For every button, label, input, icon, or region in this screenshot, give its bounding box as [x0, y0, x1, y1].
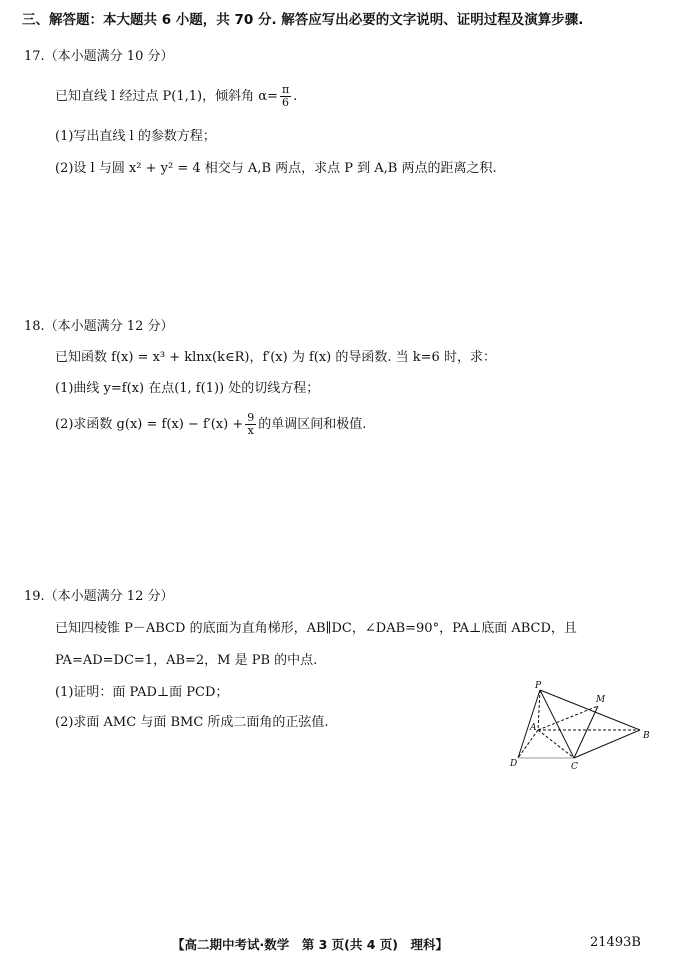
label-D: D [510, 759, 518, 769]
q17-stem-text: 已知直线 l 经过点 P(1,1)，倾斜角 α= [55, 89, 278, 104]
label-P: P [535, 681, 542, 691]
q18-part2 [55, 412, 366, 437]
q18-part2-end: 的单调区间和极值. [258, 417, 367, 432]
q19-part1: (1)证明：面 PAD⊥面 PCD； [55, 685, 229, 700]
q17-stem-end: . [293, 89, 298, 104]
q19-stem-line1: 已知四棱锥 P－ABCD 的底面为直角梯形，AB∥DC，∠DAB=90°，PA⊥底面 ABCD，且 [55, 621, 577, 636]
q17-frac-num: π [281, 83, 290, 96]
edge-PC [540, 690, 574, 758]
q18-frac-den: x [247, 424, 254, 437]
q18-stem: 已知函数 f(x) = x³ + klnx(k∈R)，f′(x) 为 f(x) 的导函数. 当 k=6 时，求： [55, 350, 496, 365]
q18-fraction [245, 412, 256, 437]
q17-part2: (2)设 l 与圆 x² + y² = 4 相交与 A,B 两点，求点 P 到 A,B 两点的距离之积. [55, 161, 497, 176]
section-title: 三、解答题：本大题共 6 小题，共 70 分. 解答应写出必要的文字说明、证明过程及演算步骤. [22, 12, 584, 28]
q18-header: 18.（本小题满分 12 分） [24, 319, 174, 334]
q17-part1: (1)写出直线 l 的参数方程； [55, 129, 216, 144]
edge-PD [518, 690, 540, 758]
q18-frac-num: 9 [247, 411, 255, 424]
label-C: C [571, 762, 578, 772]
q19-header: 19.（本小题满分 12 分） [24, 589, 174, 604]
q17-frac-den: 6 [282, 96, 290, 109]
q19-part2: (2)求面 AMC 与面 BMC 所成二面角的正弦值. [55, 715, 329, 730]
edge-AC [538, 730, 574, 758]
footer-code: 21493B [590, 935, 641, 950]
pyramid-figure [500, 678, 660, 773]
q17-fraction [280, 84, 291, 109]
footer-exam-info: 【高二期中考试·数学 第 3 页(共 4 页) 理科】 [172, 937, 448, 952]
q17-stem [55, 84, 297, 109]
q19-stem-line2: PA=AD=DC=1，AB=2，M 是 PB 的中点. [55, 653, 318, 668]
q18-part1: (1)曲线 y=f(x) 在点(1, f(1)) 处的切线方程； [55, 381, 320, 396]
edge-CB [574, 730, 640, 758]
label-B: B [643, 731, 650, 741]
q18-part2-text: (2)求函数 g(x) = f(x) − f′(x) + [55, 417, 244, 432]
edge-AD [518, 730, 538, 758]
label-A: A [530, 723, 537, 733]
q17-header: 17.（本小题满分 10 分） [24, 49, 174, 64]
label-M: M [596, 695, 606, 705]
